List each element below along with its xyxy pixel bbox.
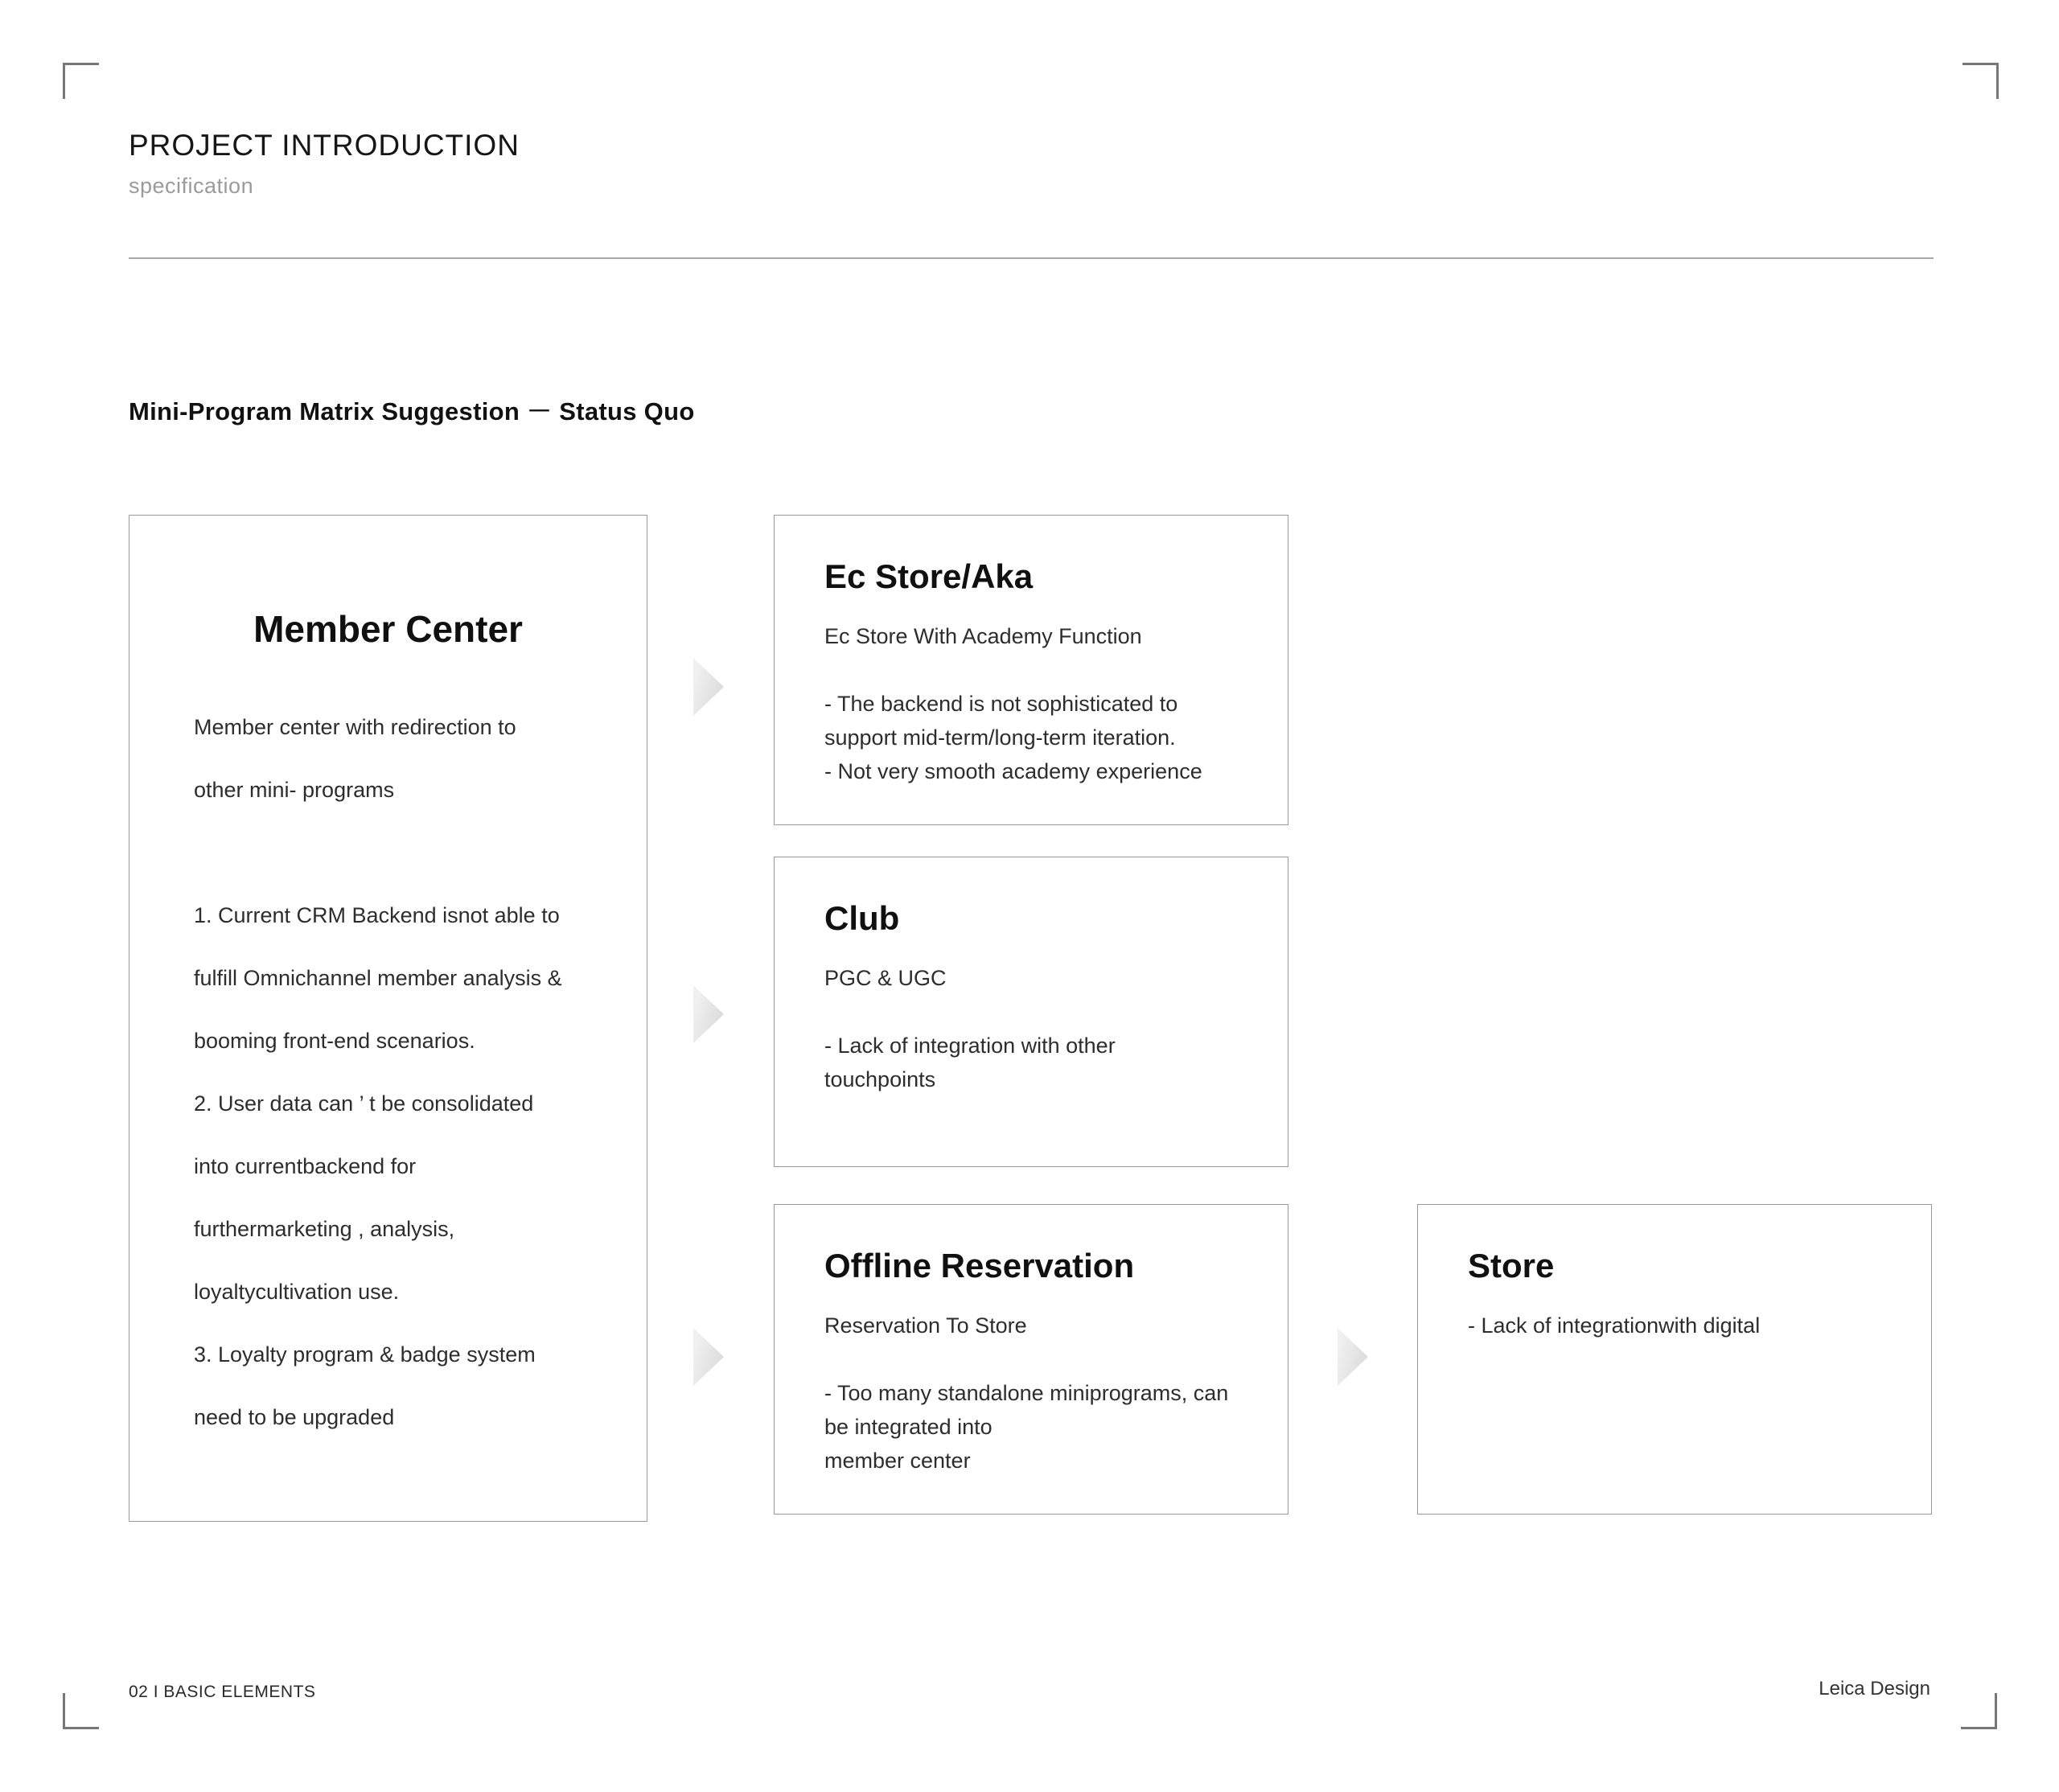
member-center-line: furthermarketing , analysis, [194, 1217, 455, 1241]
club-box [774, 857, 1288, 1167]
member-center-line: 3. Loyalty program & badge system [194, 1342, 536, 1367]
member-center-line: 1. Current CRM Backend isnot able to [194, 903, 560, 927]
corner-bracket-icon [1961, 1693, 1997, 1729]
club-line [824, 995, 1273, 1029]
offline-reservation-line: be integrated into [824, 1415, 993, 1439]
member-center-line: other mini- programs [194, 778, 395, 802]
section-heading: Mini-Program Matrix Suggestion － Status Quo [129, 397, 695, 425]
footer-brand-label: Leica Design [1819, 1678, 1930, 1700]
ec-store-aka-line [824, 653, 1273, 687]
arrow-right-icon [693, 1328, 724, 1386]
offline-reservation-line: - Too many standalone miniprograms, can [824, 1381, 1229, 1405]
member-center-line: fulfill Omnichannel member analysis & [194, 966, 562, 990]
club-line: - Lack of integration with other [824, 1034, 1116, 1058]
corner-bracket-icon [63, 1693, 99, 1729]
page-title: PROJECT INTRODUCTION [129, 129, 520, 162]
arrow-right-icon [1338, 1328, 1368, 1386]
corner-bracket-icon [1962, 63, 1999, 99]
club-title: Club [824, 899, 900, 937]
ec-store-aka-line: support mid-term/long-term iteration. [824, 725, 1176, 750]
club-line: PGC & UGC [824, 966, 947, 990]
ec-store-aka-title: Ec Store/Aka [824, 557, 1034, 595]
offline-reservation-line [824, 1342, 1273, 1376]
store-box [1417, 1204, 1932, 1515]
footer-section-label: 02 I BASIC ELEMENTS [129, 1683, 316, 1701]
offline-reservation-line: Reservation To Store [824, 1313, 1027, 1338]
member-center-line: into currentbackend for [194, 1154, 417, 1178]
ec-store-aka-line: Ec Store With Academy Function [824, 624, 1142, 648]
member-center-line: loyaltycultivation use. [194, 1280, 400, 1304]
club-line: touchpoints [824, 1067, 936, 1091]
offline-reservation-line: member center [824, 1449, 971, 1473]
member-center-line: 2. User data can ’ t be consolidated [194, 1091, 534, 1116]
header-divider [129, 257, 1934, 259]
page-subtitle: specification [129, 174, 254, 198]
member-center-box [129, 515, 647, 1522]
ec-store-aka-line: - The backend is not sophisticated to [824, 692, 1178, 716]
store-title: Store [1468, 1247, 1555, 1284]
member-center-line: booming front-end scenarios. [194, 1029, 475, 1053]
arrow-right-icon [693, 985, 724, 1043]
ec-store-aka-line: - Not very smooth academy experience [824, 759, 1202, 783]
member-center-line [194, 821, 647, 884]
member-center-line: need to be upgraded [194, 1405, 395, 1429]
corner-bracket-icon [63, 63, 99, 99]
offline-reservation-title: Offline Reservation [824, 1247, 1135, 1284]
member-center-title: Member Center [253, 608, 523, 650]
offline-reservation-box [774, 1204, 1288, 1515]
ec-store-aka-box [774, 515, 1288, 825]
arrow-right-icon [693, 658, 724, 716]
member-center-line: Member center with redirection to [194, 715, 516, 739]
store-line: - Lack of integrationwith digital [1468, 1313, 1761, 1338]
